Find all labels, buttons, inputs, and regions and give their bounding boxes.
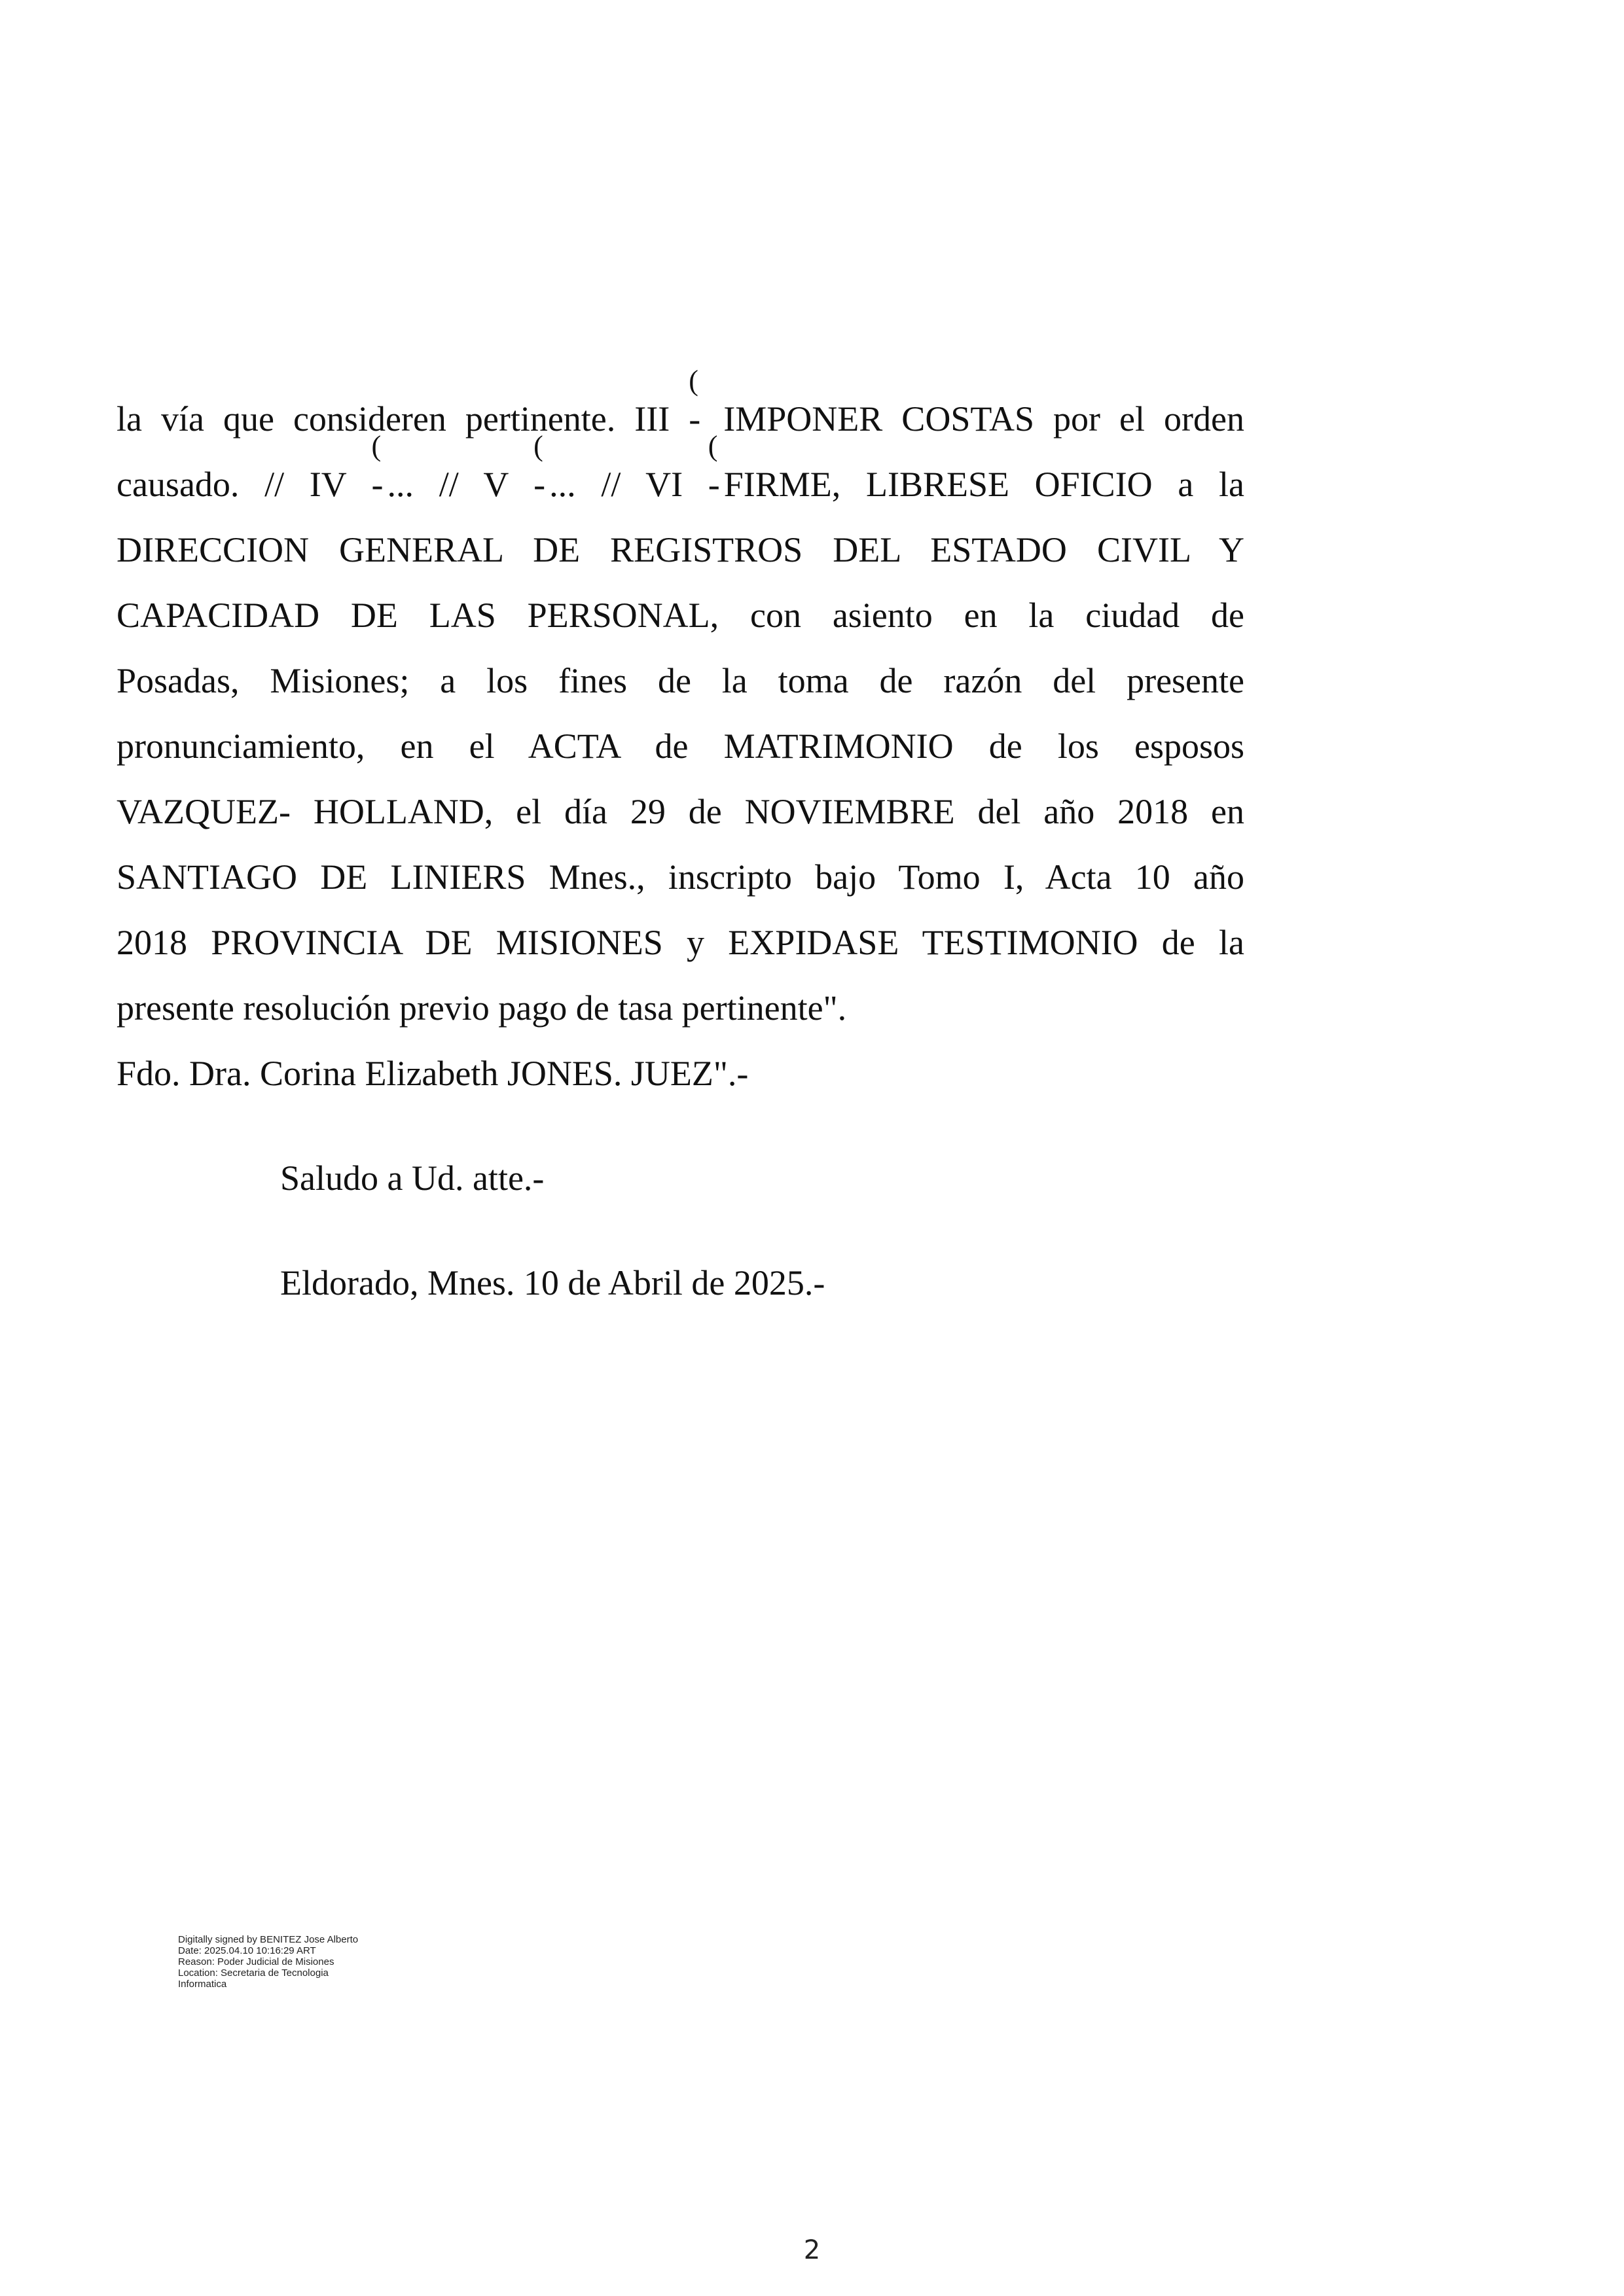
text-run: SANTIAGO DE LINIERS Mnes., inscripto bajo Tomo I, Acta 10 año bbox=[117, 857, 1244, 897]
paren-mark: ( bbox=[689, 365, 698, 397]
text-run: ... // V bbox=[387, 465, 534, 504]
text-run: pronunciamiento, en el ACTA de MATRIMONIO de los esposos bbox=[117, 726, 1244, 766]
text-run: causado. // IV bbox=[117, 465, 372, 504]
signature-signer: Digitally signed by BENITEZ Jose Alberto bbox=[178, 1934, 359, 1945]
resolution-line bbox=[117, 713, 1244, 779]
resolution-line bbox=[117, 517, 1244, 583]
paren-mark: ( bbox=[533, 430, 543, 462]
digital-signature-stamp bbox=[178, 1934, 358, 1990]
signature-location: Location: Secretaria de Tecnologia bbox=[178, 1967, 329, 1979]
dash-mark: ( - bbox=[708, 452, 724, 517]
resolution-line bbox=[117, 779, 1244, 844]
place-date: Eldorado, Mnes. 10 de Abril de 2025.- bbox=[280, 1263, 825, 1302]
closing-line: presente resolución previo pago de tasa pertinente". bbox=[117, 988, 847, 1028]
text-run: IMPONER COSTAS por el orden bbox=[704, 399, 1244, 439]
dash-mark: ( - bbox=[372, 452, 388, 517]
paren-mark: ( bbox=[708, 430, 718, 462]
resolution-line bbox=[117, 844, 1244, 910]
greeting: Saludo a Ud. atte.- bbox=[280, 1158, 545, 1198]
text-run: ... // VI bbox=[549, 465, 708, 504]
signature-date: Date: 2025.04.10 10:16:29 ART bbox=[178, 1945, 316, 1956]
dash-mark: ( - bbox=[533, 452, 549, 517]
signature-reason: Reason: Poder Judicial de Misiones bbox=[178, 1956, 334, 1967]
text-run: CAPACIDAD DE LAS PERSONAL, con asiento en la ciudad de bbox=[117, 596, 1244, 635]
resolution-line bbox=[117, 365, 1244, 452]
judge-signature-line: Fdo. Dra. Corina Elizabeth JONES. JUEZ".- bbox=[117, 1054, 749, 1093]
resolution-line bbox=[117, 583, 1244, 648]
text-run: 2018 PROVINCIA DE MISIONES y EXPIDASE TESTIMONIO de la bbox=[117, 923, 1244, 962]
resolution-line bbox=[117, 910, 1244, 975]
text-run: la vía que consideren pertinente. III bbox=[117, 399, 689, 439]
text-run: DIRECCION GENERAL DE REGISTROS DEL ESTADO CIVIL Y bbox=[117, 530, 1244, 569]
resolution-line bbox=[117, 648, 1244, 713]
signature-location-cont: Informatica bbox=[178, 1979, 227, 1990]
resolution-line bbox=[117, 430, 1244, 517]
text-run: Posadas, Misiones; a los fines de la toma de razón del presente bbox=[117, 661, 1244, 700]
text-run: FIRME, LIBRESE OFICIO a la bbox=[723, 465, 1244, 504]
dash-mark: ( - bbox=[689, 386, 704, 452]
text-run: VAZQUEZ- HOLLAND, el día 29 de NOVIEMBRE del año 2018 en bbox=[117, 792, 1244, 831]
page-number: 2 bbox=[803, 2235, 821, 2265]
paren-mark: ( bbox=[371, 430, 382, 462]
